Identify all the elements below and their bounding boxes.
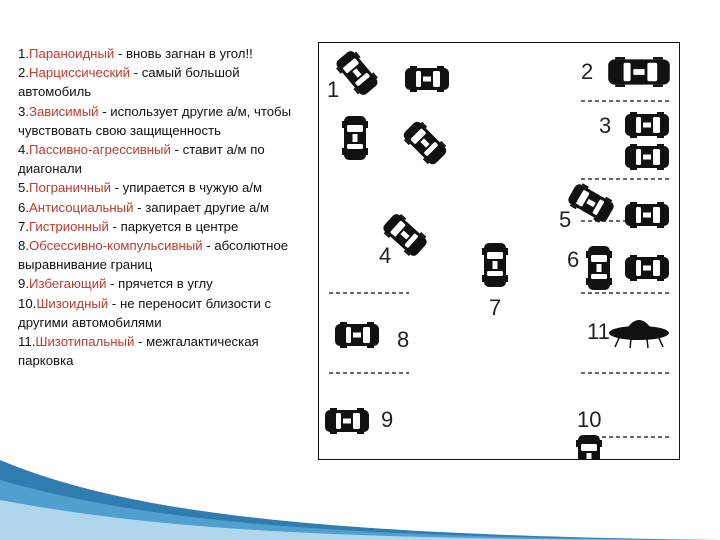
list-item: 10.Шизоидный - не переносит близости с другими автомобилями [18,295,272,330]
type-name: Пограничный [29,180,111,196]
car-icon-5 [565,181,616,226]
list-item: 6.Антисоциальный - запирает другие а/м [18,199,270,215]
type-name: Обсессивно-компульсивный [29,238,203,254]
ufo-icon [609,320,669,348]
car-icon-5b [625,202,669,228]
spot-label-5: 5 [559,207,572,232]
list-item: 5.Пограничный - упирается в чужую а/м [18,180,263,196]
car-icon-diagonal [400,118,449,167]
parking-lot-diagram [318,42,680,460]
spot-label-2: 2 [581,59,594,84]
car-icon-1a [333,48,381,98]
list-item: 4.Пассивно-агрессивный - ставит а/м по диагонали [18,142,265,177]
type-name: Антисоциальный [29,199,134,215]
spot-label-4: 4 [379,243,392,268]
list-item: 11.Шизотипальный - межгалактическая парковка [18,334,259,369]
list-item: 2.Нарциссический - самый большой автомобиль [18,65,240,100]
list-item: 3.Зависимый - использует другие а/м, чтобы чувствовать свою защищенность [18,103,292,138]
spot-label-6: 6 [567,247,580,272]
spot-label-7: 7 [489,295,502,320]
spot-label-11: 11 [587,319,610,344]
list-item: 7.Гистрионный - паркуется в центре [18,218,239,234]
spot-label-3: 3 [599,113,612,138]
type-name: Шизотипальный [35,334,135,350]
car-icon-6b [625,255,669,281]
type-name: Нарциссический [29,65,130,81]
car-icon-3a [625,112,669,138]
list-item: 1.Параноидный - вновь загнан в угол!! [18,46,253,61]
list-item: 8.Обсессивно-компульсивный - абсолютное выравнивание границ [18,238,289,273]
description-list [18,44,308,370]
spot-label-1: 1 [327,77,340,102]
type-name: Избегающий [29,276,107,292]
car-icon-7 [482,243,508,287]
car-icon-9 [325,408,369,434]
type-name: Гистрионный [29,218,109,234]
car-icon-3b [625,144,669,170]
decorative-swoosh [0,440,720,540]
car-icon-1b [405,66,449,92]
spot-label-8: 8 [397,327,410,352]
spot-label-9: 9 [381,407,394,432]
parking-lot-canvas [319,43,679,459]
car-icon-6a [586,246,612,290]
list-item: 9.Избегающий - прячется в углу [18,276,213,292]
type-name: Шизоидный [36,295,109,311]
car-icon-8 [335,322,379,348]
type-name: Зависимый [29,103,99,119]
type-name: Пассивно-агрессивный [29,142,171,158]
car-icon-2 [608,57,670,87]
car-icon-left [342,116,368,160]
spot-label-10: 10 [577,407,602,432]
type-name: Параноидный [29,46,115,61]
